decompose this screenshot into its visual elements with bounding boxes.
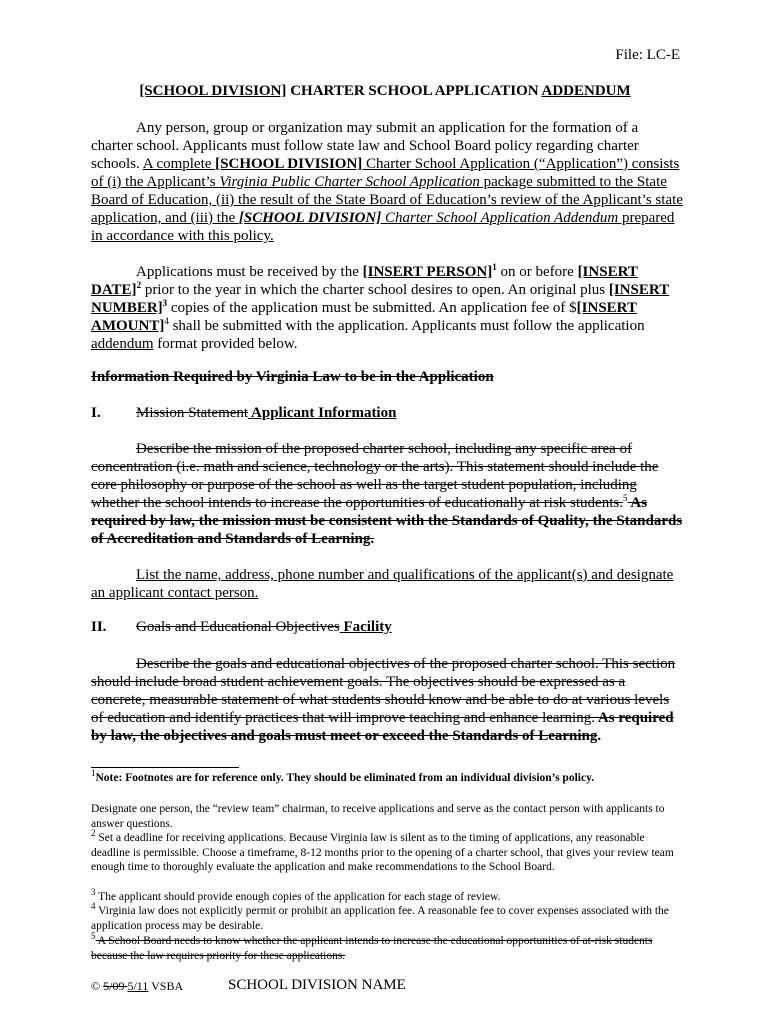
footer-org: VSBA — [148, 979, 184, 993]
section-1-new-paragraph — [91, 566, 683, 602]
footnote-mark-2: 2 — [91, 828, 96, 839]
mission-requirement: As required by law, the mission must be consistent with the Standards of Quality, the Standards of Accreditation and Standards of Learning. — [91, 495, 683, 547]
footnote-1: Designate one person, the “review team” chairman, to receive applications and serve as the contact person with applicants to answer questions. — [91, 803, 665, 830]
file-reference: File: LC-E — [615, 47, 680, 63]
footnote-2 — [91, 828, 683, 875]
info-heading: Information Required by Virginia Law to be in the Application — [91, 369, 494, 385]
insert-date: [INSERT DATE] — [91, 264, 638, 298]
footnote-3-text: The applicant should provide enough copies of the application for each stage of review. — [95, 891, 501, 903]
intro-insert-division-2: [SCHOOL DIVISION] — [238, 210, 382, 226]
page-footer — [91, 977, 406, 994]
receipt-text-6: format provided below. — [153, 336, 298, 352]
intro-paragraph — [91, 119, 683, 245]
section-1-number: I. — [91, 405, 101, 421]
section-1-struck-paragraph — [91, 440, 683, 548]
intro-insert-1: A complete — [142, 156, 216, 172]
receipt-paragraph — [91, 263, 683, 353]
footnote-mark-5: 5 — [91, 931, 96, 942]
insert-number: [INSERT NUMBER] — [91, 282, 670, 316]
section-2-title: Facility — [339, 619, 392, 635]
footnote-4 — [91, 901, 683, 933]
footnote-separator — [91, 767, 239, 768]
footnote-4-text: Virginia law does not explicitly permit or prohibit an application fee. A reasonable fee to cover expenses associated with the application process may be desirable. — [91, 905, 669, 932]
intro-insert-3: package submitted to the State Board of Education, (ii) the result of the State Board of Education’s review of the Applicant’s state application, and (iii) the — [91, 174, 683, 226]
insert-amount: [INSERT AMOUNT] — [91, 300, 637, 334]
section-2-struck-paragraph — [91, 655, 683, 745]
intro-insert-division: [SCHOOL DIVISION] — [215, 156, 363, 172]
footnote-mark-3: 3 — [91, 887, 96, 898]
footnote-ref-4: 4 — [164, 316, 169, 326]
footer-old-date: 5/09 — [103, 979, 128, 993]
receipt-text-2: on or before — [496, 264, 578, 280]
section-1-old-title: Mission Statement — [136, 405, 249, 421]
receipt-text-4: copies of the application must be submitted. An application fee of $ — [167, 300, 577, 316]
section-2-heading — [91, 619, 392, 636]
intro-text: Any person, group or organization may submit an application for the formation of a charter school. Applicants must follow state law and School Board policy regarding charter schools. — [91, 120, 639, 172]
footnote-5-text: A School Board needs to know whether the applicant intends to increase the educational opportunities of at-risk students because the law requires priority for these applications. — [91, 935, 653, 962]
footnote-ref-5: 5 — [622, 493, 628, 503]
section-2-number: II. — [91, 619, 107, 635]
footnote-5 — [91, 931, 683, 963]
footnote-ref-2: 2 — [136, 280, 142, 290]
document-title — [0, 83, 770, 100]
footnote-ref-1: 1 — [492, 262, 497, 272]
footer-division-name: SCHOOL DIVISION NAME — [228, 977, 406, 993]
footnote-mark-1: 1 — [91, 768, 96, 779]
intro-insert-4: prepared in accordance with this policy. — [91, 210, 675, 244]
insert-person: [INSERT PERSON] — [362, 264, 493, 280]
title-division: [SCHOOL DIVISION] — [139, 83, 287, 99]
footnote-3 — [91, 887, 683, 905]
intro-insert-package: Virginia Public Charter School Application — [219, 174, 480, 190]
footnote-2-text: Set a deadline for receiving applications. Because Virginia law is silent as to the timing of applications, any reasonable deadline is permissible. Choose a timeframe, 8-12 months prior to the opening of a charter school, that gives your review team enough time to thoroughly evaluate the application and make recommendations to the School Board. — [91, 832, 674, 873]
intro-insert-2: Charter School Application (“Application”) consists of (i) the Applicant’s — [91, 156, 680, 190]
receipt-text-5: shall be submitted with the application. Applicants must follow the application — [168, 318, 645, 334]
title-addendum: ADDENDUM — [541, 83, 631, 99]
footnote-note-text: Note: Footnotes are for reference only. They should be eliminated from an individual division’s policy. — [95, 772, 595, 784]
section-1-title: Applicant Information — [248, 405, 397, 421]
applicant-info-text: List the name, address, phone number and qualifications of the applicant(s) and designate an applicant contact person. — [91, 567, 674, 601]
footnote-ref-3: 3 — [162, 298, 168, 308]
receipt-text-3: prior to the year in which the charter school desires to open. An original plus — [141, 282, 609, 298]
receipt-text-1: Applications must be received by the — [136, 264, 363, 280]
footnote-note — [91, 768, 683, 786]
section-2-old-title: Goals and Educational Objectives — [136, 619, 340, 635]
title-middle: CHARTER SCHOOL APPLICATION — [286, 83, 542, 99]
objectives-text: Describe the goals and educational objectives of the proposed charter school. This section should include broad student achievement goals. The objectives should be expressed as a concrete, measurable statement of what students should know and be able to do at various levels of education and identify practices that will improve teaching and enhance learning. — [91, 656, 676, 726]
receipt-addendum: addendum — [91, 336, 154, 352]
objectives-requirement: As required by law, the objectives and goals must meet or exceed the Standards of Learning — [91, 710, 674, 744]
intro-insert-addendum: Charter School Application Addendum — [381, 210, 619, 226]
mission-text: Describe the mission of the proposed charter school, including any specific area of concentration (i.e. math and science, technology or the arts). This statement should include the core philosophy or purpose of the school as well as the target student population, including whether the school intends to increase the opportunities of educationally at risk students. — [91, 441, 659, 511]
footer-copyright: © — [91, 979, 104, 993]
footer-new-date: 5/11 — [127, 979, 149, 993]
objectives-end: . — [597, 728, 602, 744]
footnote-mark-4: 4 — [91, 901, 96, 912]
section-1-heading — [91, 405, 396, 422]
